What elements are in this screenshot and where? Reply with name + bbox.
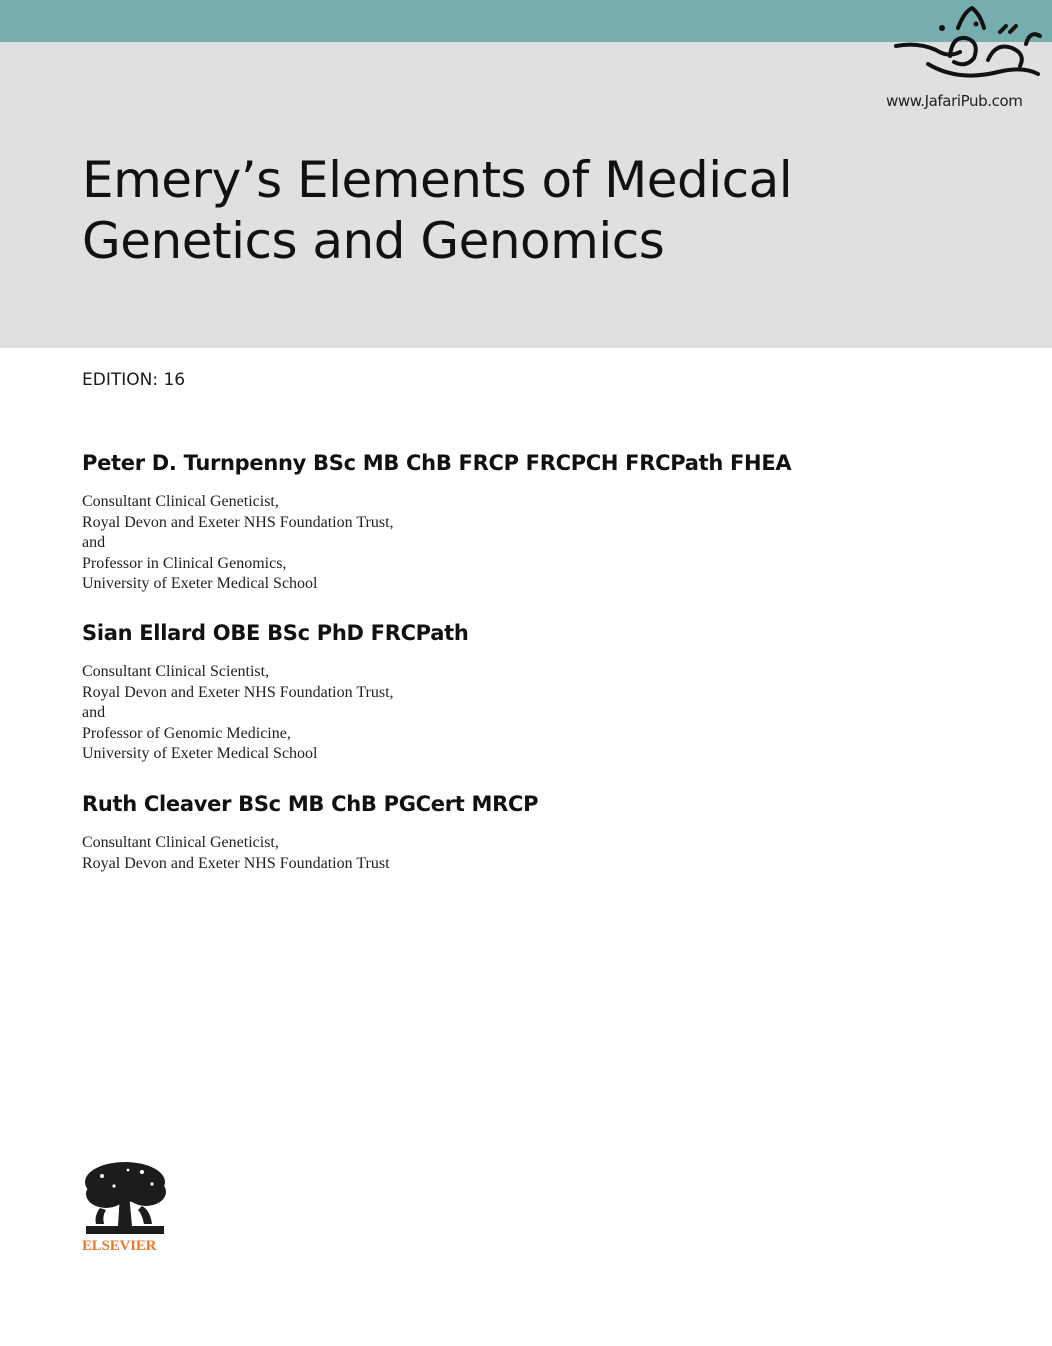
affiliation-line: University of Exeter Medical School [82,745,318,762]
affiliation-line: Royal Devon and Exeter NHS Foundation Trust [82,854,390,872]
author-block [82,791,982,874]
affiliation-line: and [82,534,106,551]
book-title [82,150,902,272]
book-title-line: Emery’s Elements of Medical [82,151,793,209]
affiliation-line: Royal Devon and Exeter NHS Foundation Trust, [82,683,394,701]
affiliation-line: Professor of Genomic Medicine, [82,724,291,742]
edition-label: EDITION: 16 [82,370,186,390]
watermark [880,6,1050,116]
affiliation-line: Consultant Clinical Geneticist, [82,493,279,510]
tree-logo-icon [82,1160,168,1236]
publisher-logo [82,1160,172,1260]
author-block [82,450,982,595]
affiliation-line: Professor in Clinical Genomics, [82,554,287,572]
author-affiliation [82,492,982,595]
author-name: Peter D. Turnpenny BSc MB ChB FRCP FRCPCH FRCPath FHEA [82,451,792,475]
author-name: Sian Ellard OBE BSc PhD FRCPath [82,621,469,645]
author-affiliation [82,662,982,765]
author-name: Ruth Cleaver BSc MB ChB PGCert MRCP [82,792,539,816]
affiliation-line: University of Exeter Medical School [82,575,318,592]
affiliation-line: Consultant Clinical Scientist, [82,663,270,680]
affiliation-line: and [82,704,106,721]
affiliation-line: Royal Devon and Exeter NHS Foundation Trust, [82,513,394,531]
book-title-line: Genetics and Genomics [82,212,665,270]
calligraphy-logo-icon [888,6,1048,86]
publisher-name: ELSEVIER [82,1238,157,1254]
affiliation-line: Consultant Clinical Geneticist, [82,834,279,851]
author-affiliation [82,833,982,874]
author-block [82,620,982,765]
watermark-url: www.JafariPub.com [886,92,1023,110]
